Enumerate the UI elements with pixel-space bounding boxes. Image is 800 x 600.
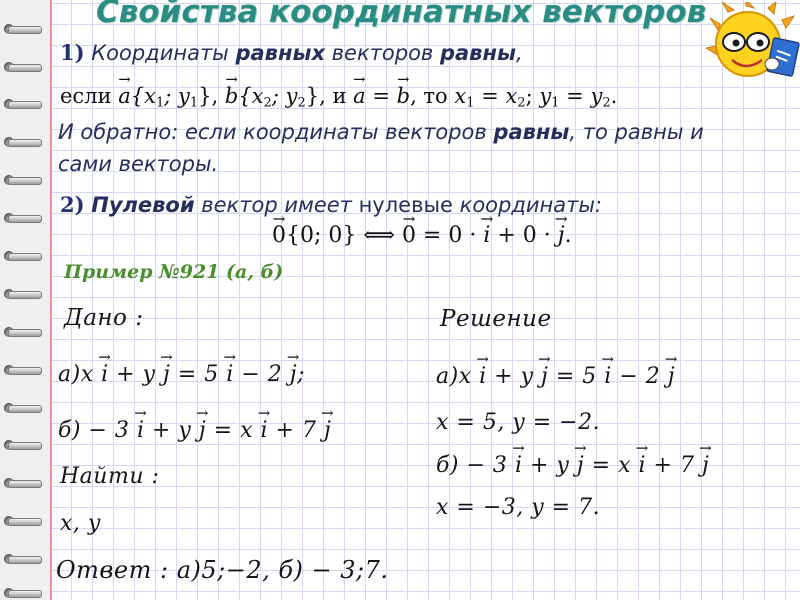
binding-ring xyxy=(4,325,38,339)
vector-b: → b xyxy=(225,84,238,108)
rule1-converse: И обратно: если координаты векторов равны, то равны и xyxy=(58,120,704,144)
binding-ring xyxy=(4,287,38,301)
binding-ring xyxy=(4,97,38,111)
margin-line xyxy=(50,0,52,600)
binding-ring xyxy=(4,552,38,566)
binding-ring xyxy=(4,173,38,187)
rule2-number: 2) xyxy=(60,192,85,217)
binding-ring xyxy=(4,60,38,74)
binding-ring xyxy=(4,476,38,490)
solution-equation-b: б) − 3 → i + y → j = x → i + 7 → j xyxy=(436,453,709,478)
smiley-teacher-icon xyxy=(706,2,800,88)
binding-ring xyxy=(4,135,38,149)
zero-vector-formula: → 0{0; 0} ⟺ → 0 = 0 · → i + 0 · → j. xyxy=(272,223,572,248)
find-label: Найти : xyxy=(60,464,160,489)
example-heading: Пример №921 (а, б) xyxy=(64,261,284,283)
binding-ring xyxy=(4,249,38,263)
binding-ring xyxy=(4,22,38,36)
binding-ring xyxy=(4,438,38,452)
given-equation-b: б) − 3 → i + y → j = x → i + 7 → j xyxy=(58,418,331,443)
solution-result-a: x = 5, y = −2. xyxy=(436,410,601,435)
binding-ring xyxy=(4,363,38,377)
find-value: x, y xyxy=(60,511,101,536)
rule2-text: 2) Пулевой вектор имеет нулевые координаты: xyxy=(60,192,603,217)
answer: Ответ : а)5;−2, б) − 3;7. xyxy=(56,556,389,584)
rule1-converse-cont: сами векторы. xyxy=(58,152,219,176)
binding-ring xyxy=(4,211,38,225)
rule1-number: 1) xyxy=(60,40,85,65)
rule1-condition: если → $a\{x_1$; $y_1$}, → $b\{x_2$; $y_2$}, и → a = → b, то $x_1 = x_2$; $y_1 = y_2$. xyxy=(60,84,617,110)
rule1-text: 1) Координаты равных векторов равны, xyxy=(60,40,523,65)
solution-equation-a: а)x → i + y → j = 5 → i − 2 → j xyxy=(436,364,675,389)
binding-ring xyxy=(4,514,38,528)
binding-ring xyxy=(4,401,38,415)
given-equation-a: а)x → i + y → j = 5 → i − 2 → j; xyxy=(58,362,305,387)
page-title: Свойства координатных векторов xyxy=(96,0,707,30)
binding-ring xyxy=(4,586,38,600)
given-label: Дано : xyxy=(64,305,144,331)
solution-label: Решение xyxy=(440,306,552,332)
vector-a: → a xyxy=(118,84,131,108)
solution-result-b: x = −3, y = 7. xyxy=(436,495,601,520)
